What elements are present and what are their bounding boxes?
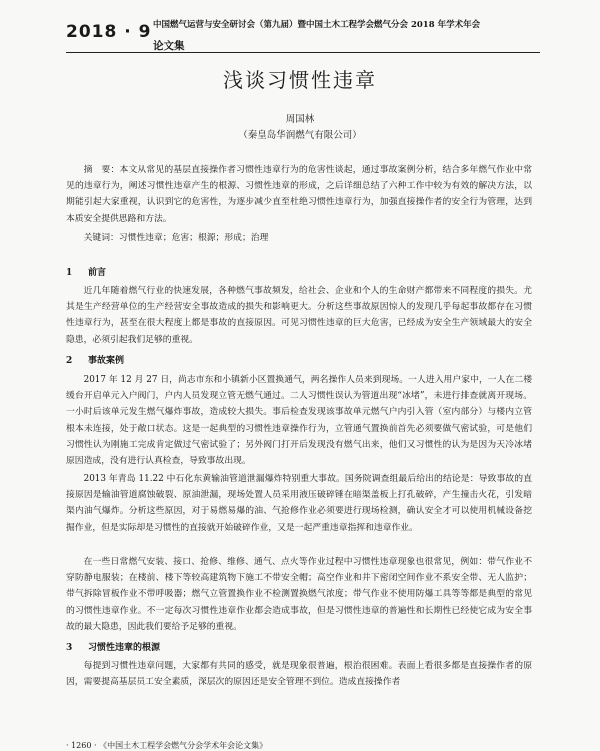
section-heading-2	[66, 353, 124, 366]
abstract: 摘 要：本文从常见的基层直接操作者习惯性违章行为的危害性谈起，通过事故案例分析，结合多年燃气作业中常见的违章行为，阐述习惯性违章产生的根源、习惯性违章的形成，之后详细总结了六种工作中较为有效的解决方法，以期能引起大家重视，认识到它的危害性，为逐步减少直至杜绝习惯性违章行为，加强直接操作者的安全行为管理，达到本质安全提供思路和方法。	[66, 165, 532, 224]
article-affiliation: （秦皇岛华润燃气有限公司）	[238, 130, 362, 141]
section-number: 1	[66, 268, 73, 278]
paragraph-case-1: 2017 年 12 月 27 日，尚志市东和小镇新小区置换通气，两名操作人员来到现场。一人进入用户家中，一人在二楼缓台开启单元入户阀门，户内人员发现立管无燃气通过。二人习惯性误认为管道出现“冰堵”，未进行排查就离开现场。一小时后该单元发生燃气爆炸事故，造成较大损失。事后检查发现该事故单元燃气户内引入管（室内部分）与楼内立管根本未连接，处于敞口状态。这是一起典型的习惯性违章操作行为，立管通气置换前首先必须要做气密试验，可是他们习惯性认为刚施工完成肯定做过气密试验了；另外阀门打开后发现没有燃气出来，他们又习惯性的认为是因为天冷冰堵原因造成，没有进行认真检查，导致事故出现。	[66, 375, 532, 467]
keywords: 关键词：习惯性违章；危害；根源；形成；治理	[83, 233, 269, 243]
header-year: 2018 · 9	[66, 22, 152, 42]
paragraph-case-2: 2013 年青岛 11.22 中石化东黄输油管道泄漏爆炸特别重大事故。国务院调查组最后给出的结论是：导致事故的直接原因是输油管道腐蚀破裂、原油泄漏，现场处置人员采用液压破碎锤在暗渠盖板上打孔破碎，产生撞击火花，引发暗渠内油气爆炸。分析这些原因，对于易燃易爆的油、气抢修作业必须要进行现场检测，确认安全才可以使用机械设备挖掘作业，但是实际却是习惯性的直接就开始破碎作业，又是一起严重违章指挥和违章作业。	[66, 474, 532, 533]
section-number: 2	[66, 356, 73, 366]
section-title: 习惯性违章的根源	[88, 643, 161, 653]
paragraph-intro: 近几年随着燃气行业的快速发展，各种燃气事故频发，给社会、企业和个人的生命财产都带来不同程度的损失。尤其是生产经营单位的生产经营安全事故造成的损失和影响更大。分析这些事故原因惊人的发现几乎每起事故都存在习惯性违章行为，甚至在很大程度上都是事故的直接原因。可见习惯性违章的巨大危害，已经成为安全生产领域最大的安全隐患，必须引起我们足够的重视。	[66, 286, 532, 345]
paragraph-root-cause: 每提到习惯性违章问题，大家都有共同的感受，就是现象很普遍，根治很困难。表面上看很多都是直接操作者的原因，需要提高基层员工安全素质，深层次的原因还是安全管理不到位。造成直接操作者	[66, 661, 532, 688]
section-heading-3	[66, 640, 160, 653]
section-title: 前言	[88, 268, 107, 278]
paragraph-case-3: 在一些日常燃气安装、接口、抢修、维修、通气、点火等作业过程中习惯性违章现象也很常见，例如：带气作业不穿防静电服装；在楼前、楼下等较高建筑物下施工不带安全帽；高空作业和井下密闭空间作业不系安全带、无人监护；带气拆除冒板作业不带呼吸器；燃气立管置换作业不检测置换燃气浓度；带气作业不使用防爆工具等等都是典型的常见的习惯性违章作业。不一定每次习惯性违章作业都会造成事故，但是习惯性违章的普遍性和长期性已经使它成为安全事故的最大隐患，因此我们要给予足够的重视。	[66, 557, 532, 632]
header-conference: 中国燃气运营与安全研讨会（第九届）暨中国土木工程学会燃气分会 2018 年学术年会	[153, 20, 481, 30]
section-title: 事故案例	[88, 356, 125, 366]
article-author: 周国林	[285, 114, 315, 125]
page-footer: · 1260 · 《中国土木工程学会燃气分会学术年会论文集》	[66, 741, 268, 750]
section-number: 3	[66, 643, 73, 653]
section-heading-1	[66, 265, 106, 278]
article-title: 浅谈习惯性违章	[223, 68, 377, 92]
header-rule	[66, 52, 540, 53]
header-section: 论文集	[153, 40, 185, 52]
